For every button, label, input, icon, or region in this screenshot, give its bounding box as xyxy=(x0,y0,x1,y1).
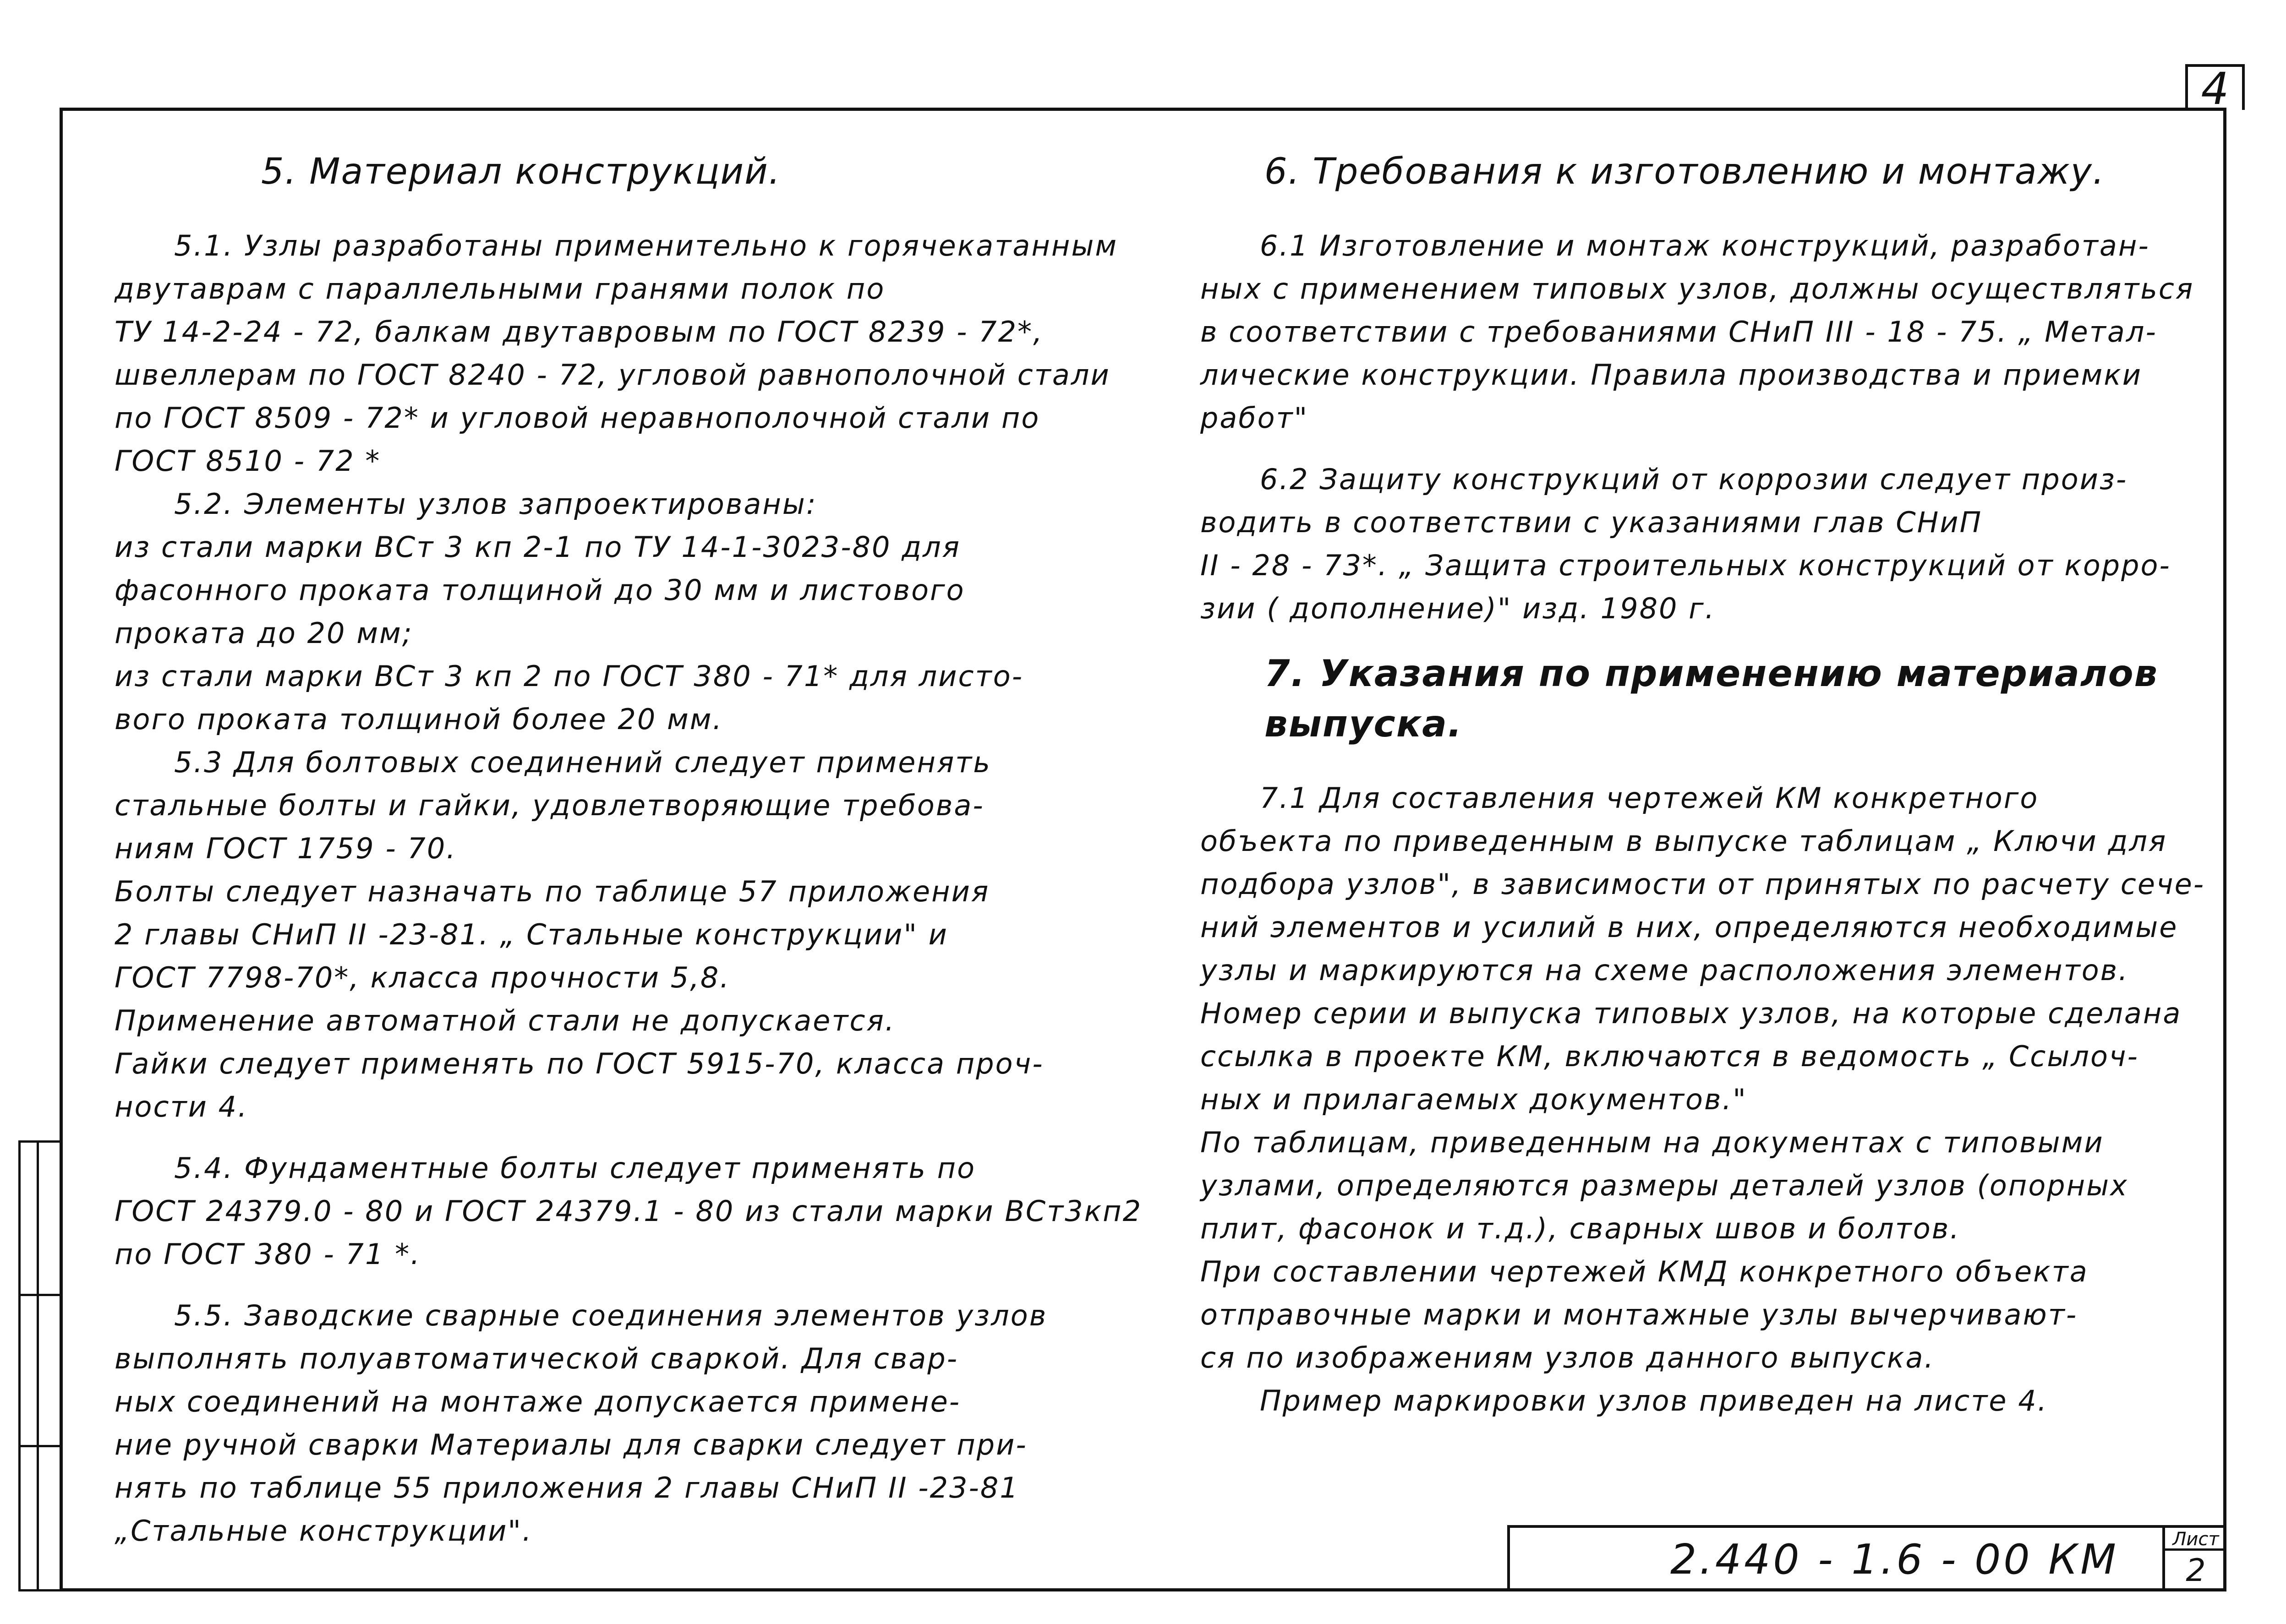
section5-paragraph: из стали марки ВСт 3 кп 2-1 по ТУ 14-1-3023-80 для фасонного проката толщиной до 30 мм и листового проката до 20 мм; из стали марки ВСт 3 кп 2 по ГОСТ 380 - 71* для листо- вого проката толщиной более 20 мм. xyxy=(115,530,1024,736)
section5-heading: 5. Материал конструкций. xyxy=(261,151,781,192)
section5-paragraph: 5.5. Заводские сварные соединения элементов узлов выполнять полуавтоматической сваркой. Для свар- ных соединений на монтаже допускается примене- ние ручной сварки Материалы для сварки следует при- нять по таблице 55 приложения 2 главы СНиП II -23-81 „Стальные конструкции". xyxy=(115,1299,1048,1548)
binding-divider xyxy=(21,1294,62,1296)
section7-heading: 7. Указания по применению материалов выпуска. xyxy=(1264,652,2159,745)
section5-paragraph: 5.3 Для болтовых соединений следует применять стальные болты и гайки, удовлетворяющие требова- ниям ГОСТ 1759 - 70. xyxy=(115,746,991,865)
left-column xyxy=(115,147,1159,1553)
binding-line xyxy=(37,1140,39,1591)
section5-paragraph: 5.1. Узлы разработаны применительно к горячекатанным двутаврам с параллельными гранями полок по ТУ 14-2-24 - 72, балкам двутавровым по ГОСТ 8239 - 72*, швеллерам по ГОСТ 8240 - 72, угловой равнополочной стали по ГОСТ 8509 - 72* и угловой неравнополочной стали по ГОСТ 8510 - 72 * xyxy=(115,229,1118,478)
section5-paragraph: 5.2. Элементы узлов запроектированы: xyxy=(174,487,817,521)
section5-paragraph: Болты следует назначать по таблице 57 приложения 2 главы СНиП II -23-81. „ Стальные конструкции" и ГОСТ 7798-70*, класса прочности 5,8. Применение автоматной стали не допускается. Гайки следует применять по ГОСТ 5915-70, класса проч- ности 4. xyxy=(115,875,1044,1123)
section7-paragraph: 7.1 Для составления чертежей КМ конкретного объекта по приведенным в выпуске таблицам „ Ключи для подбора узлов", в зависимости от принятых по расчету сече- ний элементов и усилий в них, определяются необходимые узлы и маркируются на схеме расположения элементов. Номер серии и выпуска типовых узлов, на которые сделана ссылка в проекте КМ, включаются в ведомость „ Ссылоч- ных и прилагаемых документов." По таблицам, приведенным на документах с типовыми узлами, определяются размеры деталей узлов (опорных плит, фасонок и т.д.), сварных швов и болтов. При составлении чертежей КМД конкретного объекта отправочные марки и монтажные узлы вычерчивают- ся по изображениям узлов данного выпуска. xyxy=(1200,781,2205,1374)
binding-strip xyxy=(18,1140,62,1591)
sheet-number-box: 4 xyxy=(2185,64,2245,110)
section6-paragraph: 6.2 Защиту конструкций от коррозии следует произ- водить в соответствии с указаниями глав СНиП II - 28 - 73*. „ Защита строительных конструкций от корро- зии ( дополнение)" изд. 1980 г. xyxy=(1200,463,2171,625)
section5-paragraph: 5.4. Фундаментные болты следует применять по ГОСТ 24379.0 - 80 и ГОСТ 24379.1 - 80 из стали марки ВСт3кп2 по ГОСТ 380 - 71 *. xyxy=(115,1151,1143,1271)
right-column xyxy=(1200,147,2208,1422)
sheet-label: Лист xyxy=(2165,1528,2226,1551)
sheet-value: 2 xyxy=(2186,1553,2206,1589)
section6-paragraph: 6.1 Изготовление и монтаж конструкций, разработан- ных с применением типовых узлов, должны осуществляться в соответствии с требованиями СНиП III - 18 - 75. „ Метал- лические конструкции. Правила производства и приемки работ" xyxy=(1200,229,2194,435)
title-block xyxy=(1507,1525,2226,1591)
section6-heading: 6. Требования к изготовлению и монтажу. xyxy=(1264,151,2105,192)
section7-paragraph: Пример маркировки узлов приведен на листе 4. xyxy=(1260,1384,2048,1417)
binding-divider xyxy=(21,1445,62,1447)
document-code: 2.440 - 1.6 - 00 КМ xyxy=(1670,1536,2119,1584)
sheet-cell xyxy=(2162,1528,2226,1591)
